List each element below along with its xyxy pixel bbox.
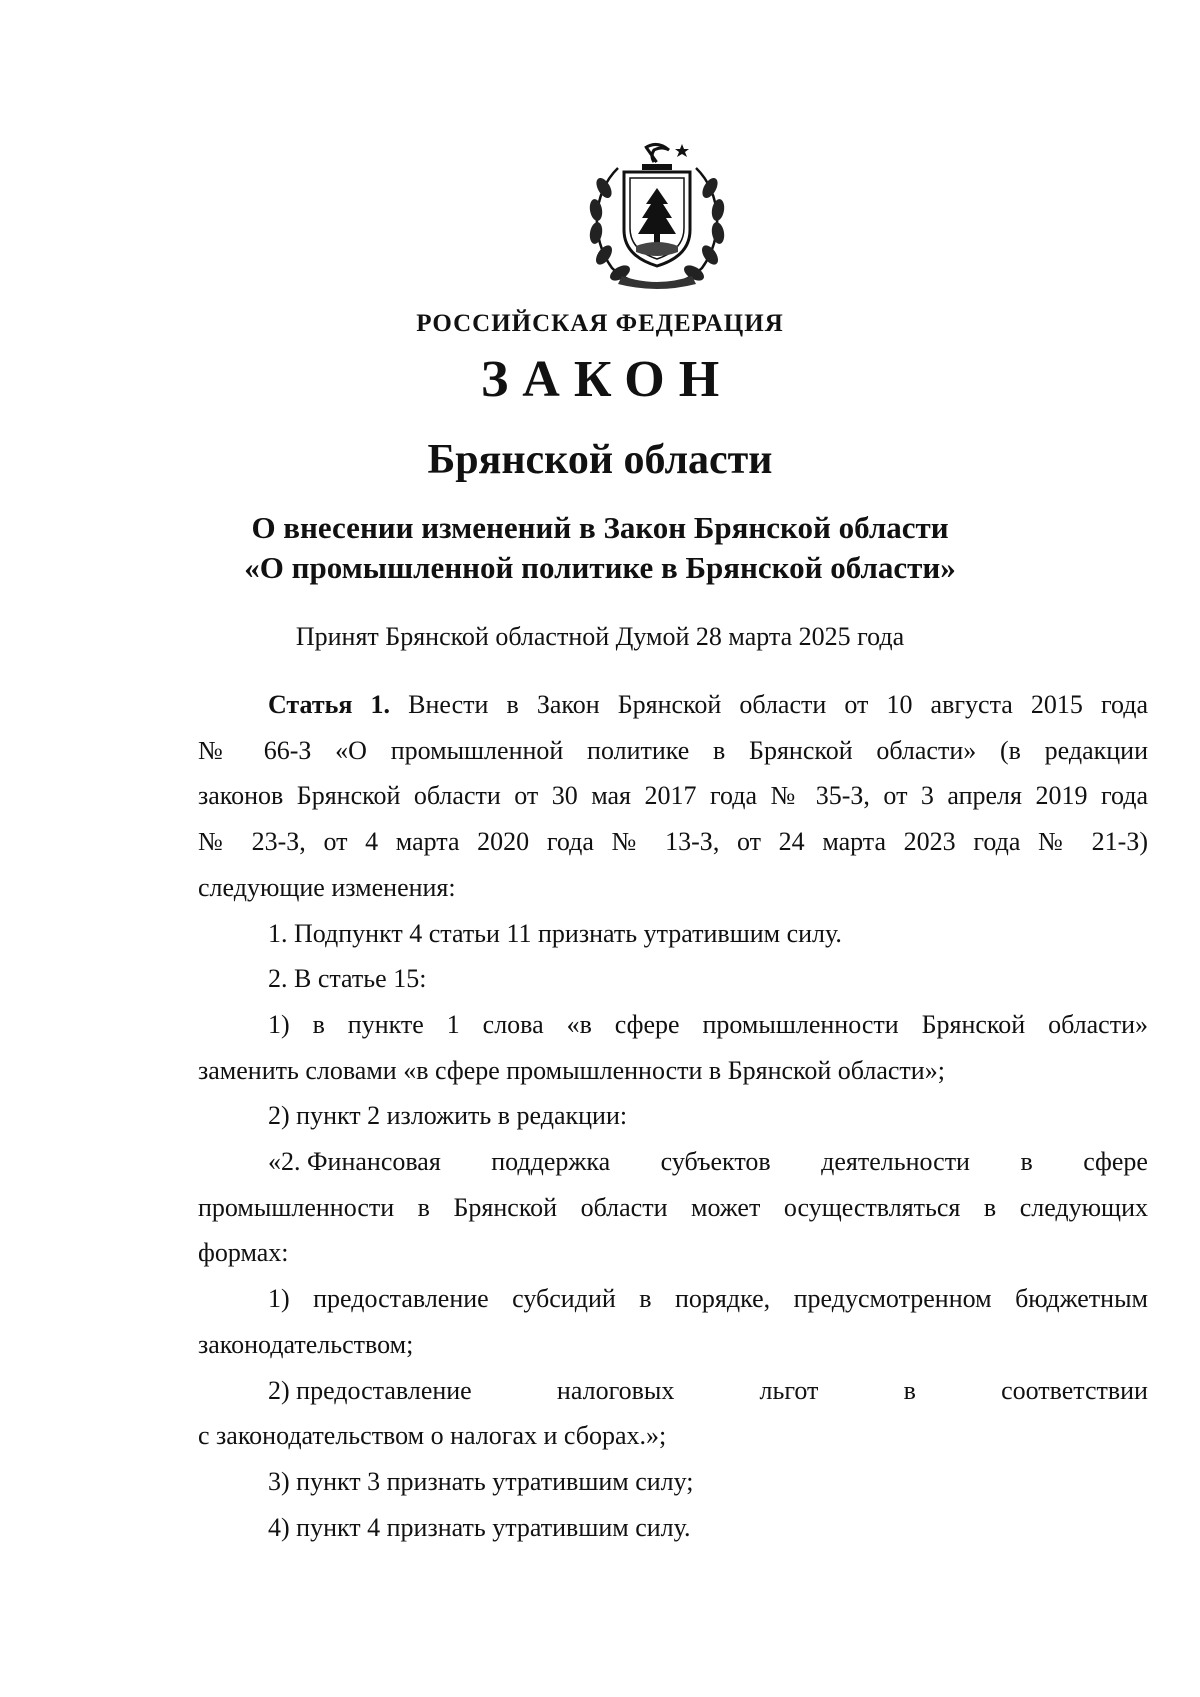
article-1-line: № 66-З «О промышленной политике в Брянской области» (в редакции bbox=[198, 735, 1148, 765]
form-1: 1) предоставление субсидий в порядке, предусмотренном бюджетным bbox=[268, 1284, 1148, 1314]
article-heading: Статья 1. bbox=[268, 690, 391, 719]
word: в bbox=[1020, 1147, 1033, 1177]
word: в bbox=[903, 1375, 916, 1405]
form-2-cont: с законодательством о налогах и сборах.»; bbox=[198, 1421, 667, 1451]
article-1-line: законов Брянской области от 30 мая 2017 года № 35-З, от 3 апреля 2019 года bbox=[198, 781, 1148, 811]
quoted-line-1 bbox=[198, 1139, 1148, 1185]
article-1-line: № 23-З, от 4 марта 2020 года № 13-З, от 24 марта 2023 года № 21-З) bbox=[198, 827, 1148, 857]
word: сфере bbox=[1083, 1147, 1148, 1177]
article-body bbox=[198, 682, 1148, 1550]
subparagraph-2: 2) пункт 2 изложить в редакции: bbox=[268, 1101, 628, 1131]
word: соответствии bbox=[1001, 1375, 1148, 1405]
word: льгот bbox=[759, 1375, 819, 1405]
paragraph-1: 1. Подпункт 4 статьи 11 признать утратившим силу. bbox=[268, 918, 842, 948]
word: «2. Финансовая bbox=[268, 1147, 441, 1177]
word: поддержка bbox=[491, 1147, 611, 1177]
paragraph-2: 2. В статье 15: bbox=[268, 964, 427, 994]
word: 2) предоставление bbox=[268, 1375, 472, 1405]
subparagraph-1: 1) в пункте 1 слова «в сфере промышленности Брянской области» bbox=[268, 1009, 1148, 1039]
word: субъектов bbox=[660, 1147, 771, 1177]
article-1-line bbox=[198, 682, 1148, 728]
article-text: Внести в Закон Брянской области от 10 августа 2015 года bbox=[408, 690, 1149, 719]
word: деятельности bbox=[821, 1147, 970, 1177]
form-1-cont: законодательством; bbox=[198, 1329, 414, 1359]
law-heading: ЗАКОН bbox=[480, 351, 734, 408]
adoption-line: Принят Брянской областной Думой 28 марта 2025 года bbox=[295, 622, 905, 651]
quoted-line-3: формах: bbox=[198, 1238, 289, 1268]
subparagraph-4: 4) пункт 4 признать утратившим силу. bbox=[268, 1512, 691, 1542]
subparagraph-1-cont: заменить словами «в сфере промышленности в Брянской области»; bbox=[198, 1055, 945, 1085]
law-title-line-2: «О промышленной политике в Брянской области» bbox=[244, 550, 956, 585]
country-heading: РОССИЙСКАЯ ФЕДЕРАЦИЯ bbox=[416, 310, 784, 337]
article-1-line: следующие изменения: bbox=[198, 872, 456, 902]
region-heading: Брянской области bbox=[427, 437, 773, 483]
quoted-line-2: промышленности в Брянской области может осуществляться в следующих bbox=[198, 1192, 1148, 1222]
word: налоговых bbox=[556, 1375, 675, 1405]
subparagraph-3: 3) пункт 3 признать утратившим силу; bbox=[268, 1466, 694, 1496]
form-2 bbox=[198, 1368, 1148, 1414]
law-title-line-1: О внесении изменений в Закон Брянской области bbox=[251, 510, 949, 545]
coat-of-arms-icon bbox=[582, 138, 732, 290]
